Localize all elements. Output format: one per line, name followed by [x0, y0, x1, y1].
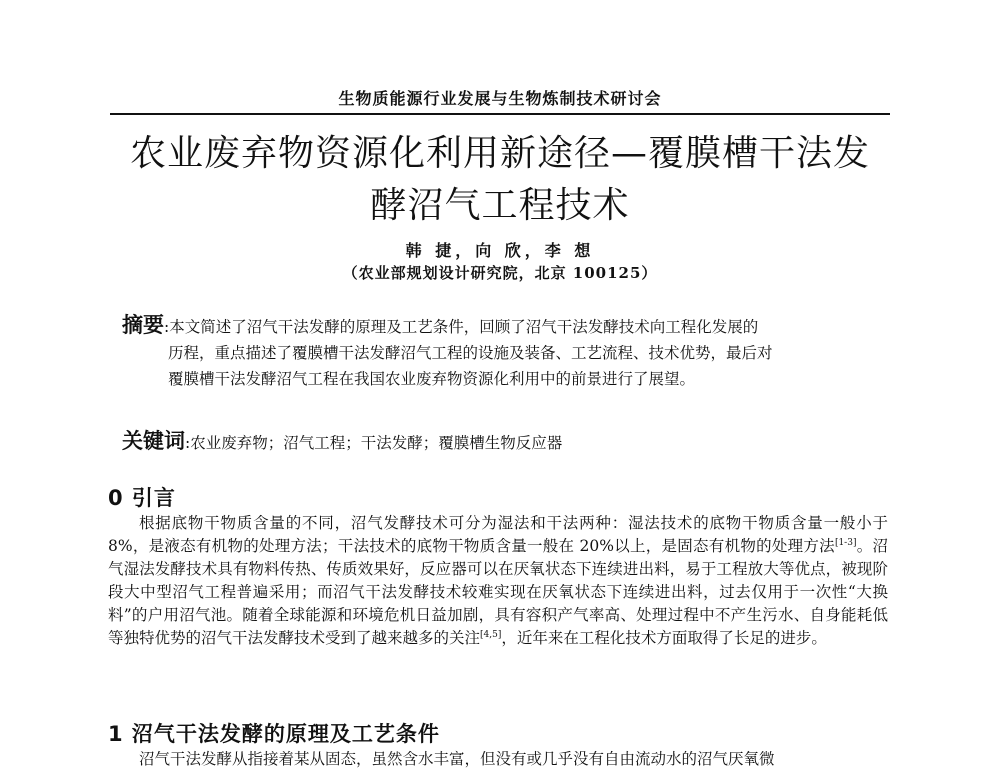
keywords-label: 关键词 [122, 429, 185, 453]
section1-partial-line: 沼气干法发酵从指接着某从固态，虽然含水丰富，但没有或几乎没有自由流动水的沼气厌氧微 [139, 750, 775, 768]
title-line-2: 酵沼气工程技术 [370, 185, 630, 226]
citation-1: [1-3] [834, 537, 857, 548]
keywords [122, 428, 882, 456]
abstract-line-1 [122, 312, 882, 340]
affiliation: （农业部规划设计研究院，北京 100125） [342, 264, 658, 282]
intro-text-part-1: 根据底物干物质含量的不同，沼气发酵技术可分为湿法和干法两种：湿法技术的底物干物质含量一般小于 8%，是液态有机物的处理方法；干法技术的底物干物质含量一般在 20%以上，是固态有机物的处理方法 [108, 514, 888, 555]
intro-text-part-2: 。沼气湿法发酵技术具有物料传热、传质效果好，反应器可以在厌氧状态下连续进出料，易于工程放大等优点，被现阶段大中型沼气工程普遍采用；而沼气干法发酵技术较难实现在厌氧状态下连续进出料，过去仅用于一次性“大换料”的户用沼气池。随着全球能源和环境危机日益加剧，具有容积产气率高、处理过程中不产生污水、自身能耗低等独特优势的沼气干法发酵技术受到了越来越多的关注 [108, 537, 888, 647]
running-header: 生物质能源行业发展与生物炼制技术研讨会 [338, 89, 662, 108]
abstract-line-3: 覆膜槽干法发酵沼气工程在我国农业废弃物资源化利用中的前景进行了展望。 [168, 370, 696, 388]
abstract-colon: : [164, 318, 170, 336]
abstract-text-1: 本文简述了沼气干法发酵的原理及工艺条件，回顾了沼气干法发酵技术向工程化发展的 [169, 318, 759, 336]
header-rule [110, 113, 890, 115]
section-heading-principles: 1 沼气干法发酵的原理及工艺条件 [108, 722, 440, 746]
keywords-colon: : [185, 434, 191, 452]
citation-2: [4,5] [480, 629, 502, 640]
introduction-paragraph [108, 512, 888, 650]
title-line-1: 农业废弃物资源化利用新途径—覆膜槽干法发 [129, 133, 870, 174]
abstract [122, 312, 882, 392]
author-list: 韩 捷，向 欣，李 想 [405, 241, 595, 260]
intro-text-part-3: ，近年来在工程化技术方面取得了长足的进步。 [501, 629, 827, 647]
abstract-line-2: 历程，重点描述了覆膜槽干法发酵沼气工程的设施及装备、工艺流程、技术优势，最后对 [168, 344, 773, 362]
keywords-text: 农业废弃物；沼气工程；干法发酵；覆膜槽生物反应器 [190, 434, 563, 452]
paper-title [80, 128, 920, 232]
section-heading-introduction: 0 引言 [108, 486, 176, 510]
abstract-label: 摘要 [122, 313, 164, 337]
